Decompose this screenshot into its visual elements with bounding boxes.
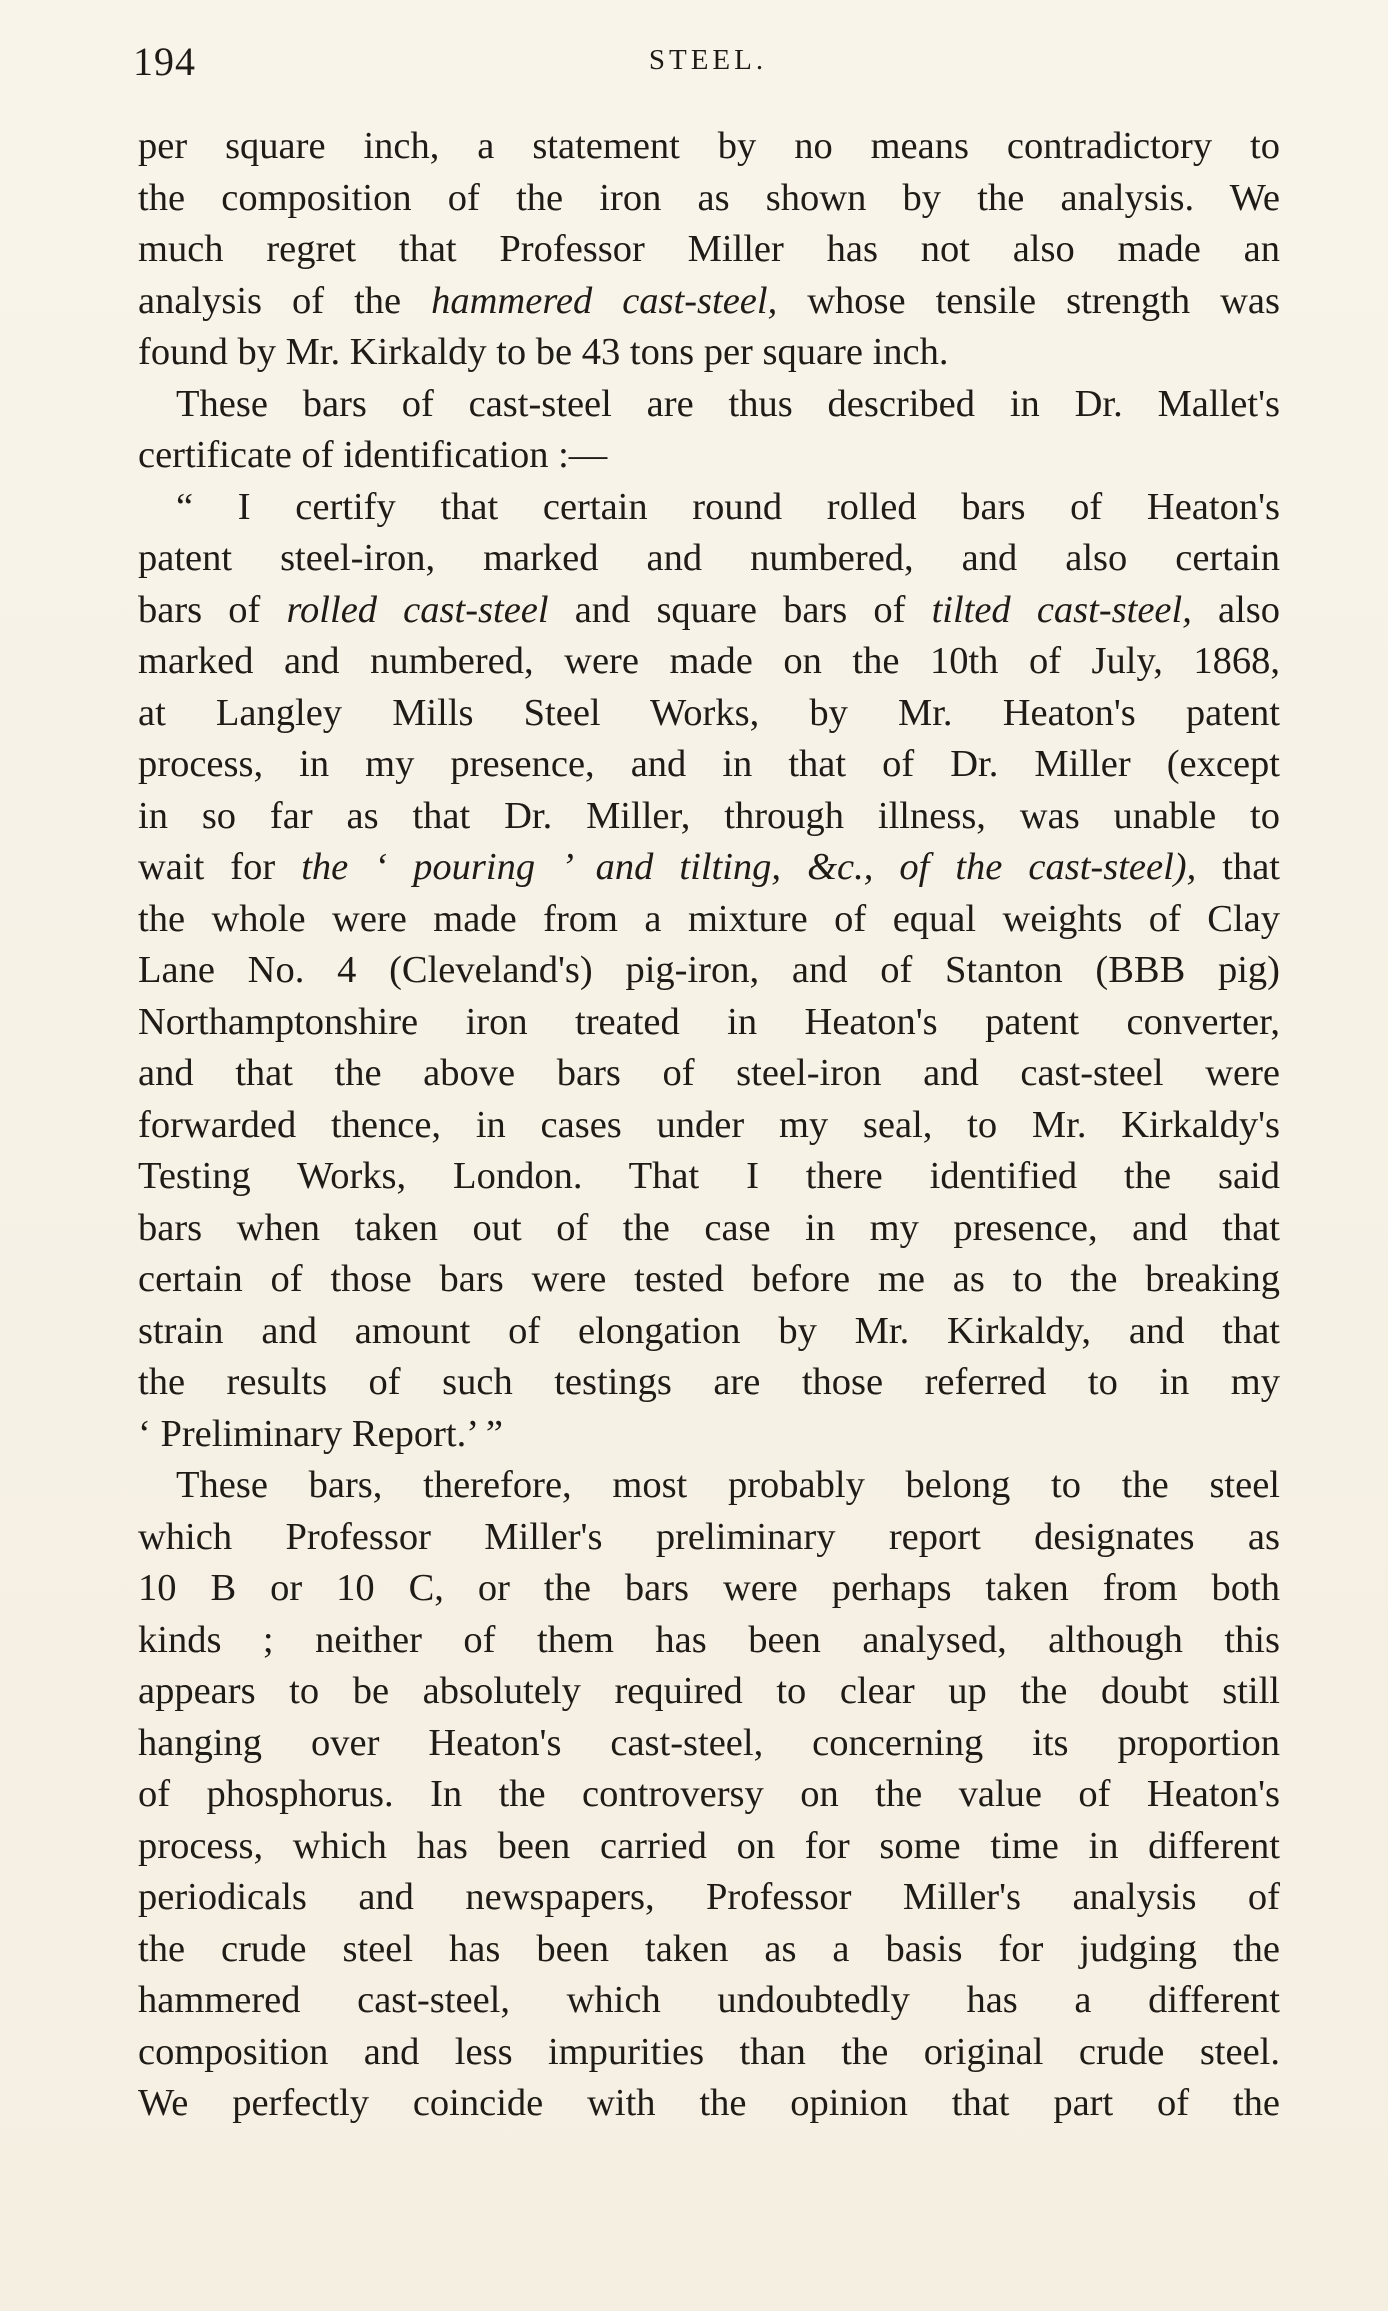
text-line: “ I certify that certain round rolled bars of Heaton's xyxy=(176,485,1280,528)
text-line: of phosphorus. In the controversy on the value of Heaton's xyxy=(138,1773,1280,1815)
italic-phrase: rolled cast-steel xyxy=(286,588,549,631)
text-line: certain of those bars were tested before me as to the breaking xyxy=(138,1258,1280,1300)
text-line: per square inch, a statement by no means contradictory to xyxy=(138,125,1280,167)
text-line: marked and numbered, were made on the 10th of July, 1868, xyxy=(138,640,1280,682)
text-line: analysis of the hammered cast-steel, whose tensile strength was xyxy=(138,279,1280,322)
text-line: composition and less impurities than the original crude steel. xyxy=(138,2030,1280,2073)
text-line: Testing Works, London. That I there identified the said xyxy=(138,1155,1280,1197)
text-line: process, which has been carried on for some time in different xyxy=(138,1824,1280,1867)
text-line: patent steel-iron, marked and numbered, and also certain xyxy=(138,537,1280,579)
text-line: Lane No. 4 (Cleveland's) pig-iron, and of Stanton (BBB pig) xyxy=(138,949,1280,991)
text-line: bars when taken out of the case in my presence, and that xyxy=(138,1206,1280,1249)
text-line: the whole were made from a mixture of equal weights of Clay xyxy=(138,897,1280,940)
italic-phrase: tilted cast-steel, xyxy=(931,588,1192,631)
text-line: much regret that Professor Miller has not also made an xyxy=(138,228,1280,270)
text-line: Northamptonshire iron treated in Heaton's patent converter, xyxy=(138,1000,1280,1043)
text-line: 10 B or 10 C, or the bars were perhaps taken from both xyxy=(138,1567,1280,1609)
text-line: the crude steel has been taken as a basis for judging the xyxy=(138,1927,1280,1970)
running-title: STEEL. xyxy=(648,44,768,76)
text-line: bars of rolled cast-steel and square bars of tilted cast-steel, also xyxy=(138,588,1281,631)
text-line: the composition of the iron as shown by the analysis. We xyxy=(138,176,1280,219)
text-line: certificate of identification :— xyxy=(138,434,608,476)
text-line: These bars of cast-steel are thus described in Dr. Mallet's xyxy=(176,382,1280,425)
text-line: These bars, therefore, most probably belong to the steel xyxy=(176,1464,1280,1506)
italic-phrase: hammered cast-steel, xyxy=(431,279,778,322)
text-line: ‘ Preliminary Report.’ ” xyxy=(138,1412,503,1455)
text-line: periodicals and newspapers, Professor Miller's analysis of xyxy=(138,1876,1280,1918)
text-line: We perfectly coincide with the opinion that part of the xyxy=(138,2082,1280,2124)
text-line: the results of such testings are those referred to in my xyxy=(138,1361,1280,1403)
text-line: hammered cast-steel, which undoubtedly has a different xyxy=(138,1979,1280,2021)
text-line: at Langley Mills Steel Works, by Mr. Heaton's patent xyxy=(138,691,1280,734)
page-number: 194 xyxy=(133,39,196,84)
text-line: which Professor Miller's preliminary report designates as xyxy=(138,1515,1280,1558)
text-line: wait for the ‘ pouring ’ and tilting, &c., of the cast-steel), that xyxy=(138,846,1280,888)
page-header xyxy=(133,38,1283,88)
text-line: strain and amount of elongation by Mr. Kirkaldy, and that xyxy=(138,1309,1280,1352)
body-text xyxy=(138,121,1280,2130)
text-line: and that the above bars of steel-iron and cast-steel were xyxy=(138,1052,1280,1094)
text-line: forwarded thence, in cases under my seal, to Mr. Kirkaldy's xyxy=(138,1103,1280,1146)
text-line: appears to be absolutely required to clear up the doubt still xyxy=(138,1670,1280,1712)
italic-phrase: the ‘ pouring ’ and tilting, &c., of the cast-steel), xyxy=(301,846,1197,888)
text-line: process, in my presence, and in that of Dr. Miller (except xyxy=(138,743,1280,785)
text-line: kinds ; neither of them has been analysed, although this xyxy=(138,1618,1280,1661)
text-line: found by Mr. Kirkaldy to be 43 tons per square inch. xyxy=(138,331,949,373)
text-line: hanging over Heaton's cast-steel, concerning its proportion xyxy=(138,1721,1280,1764)
text-line: in so far as that Dr. Miller, through illness, was unable to xyxy=(138,794,1280,837)
